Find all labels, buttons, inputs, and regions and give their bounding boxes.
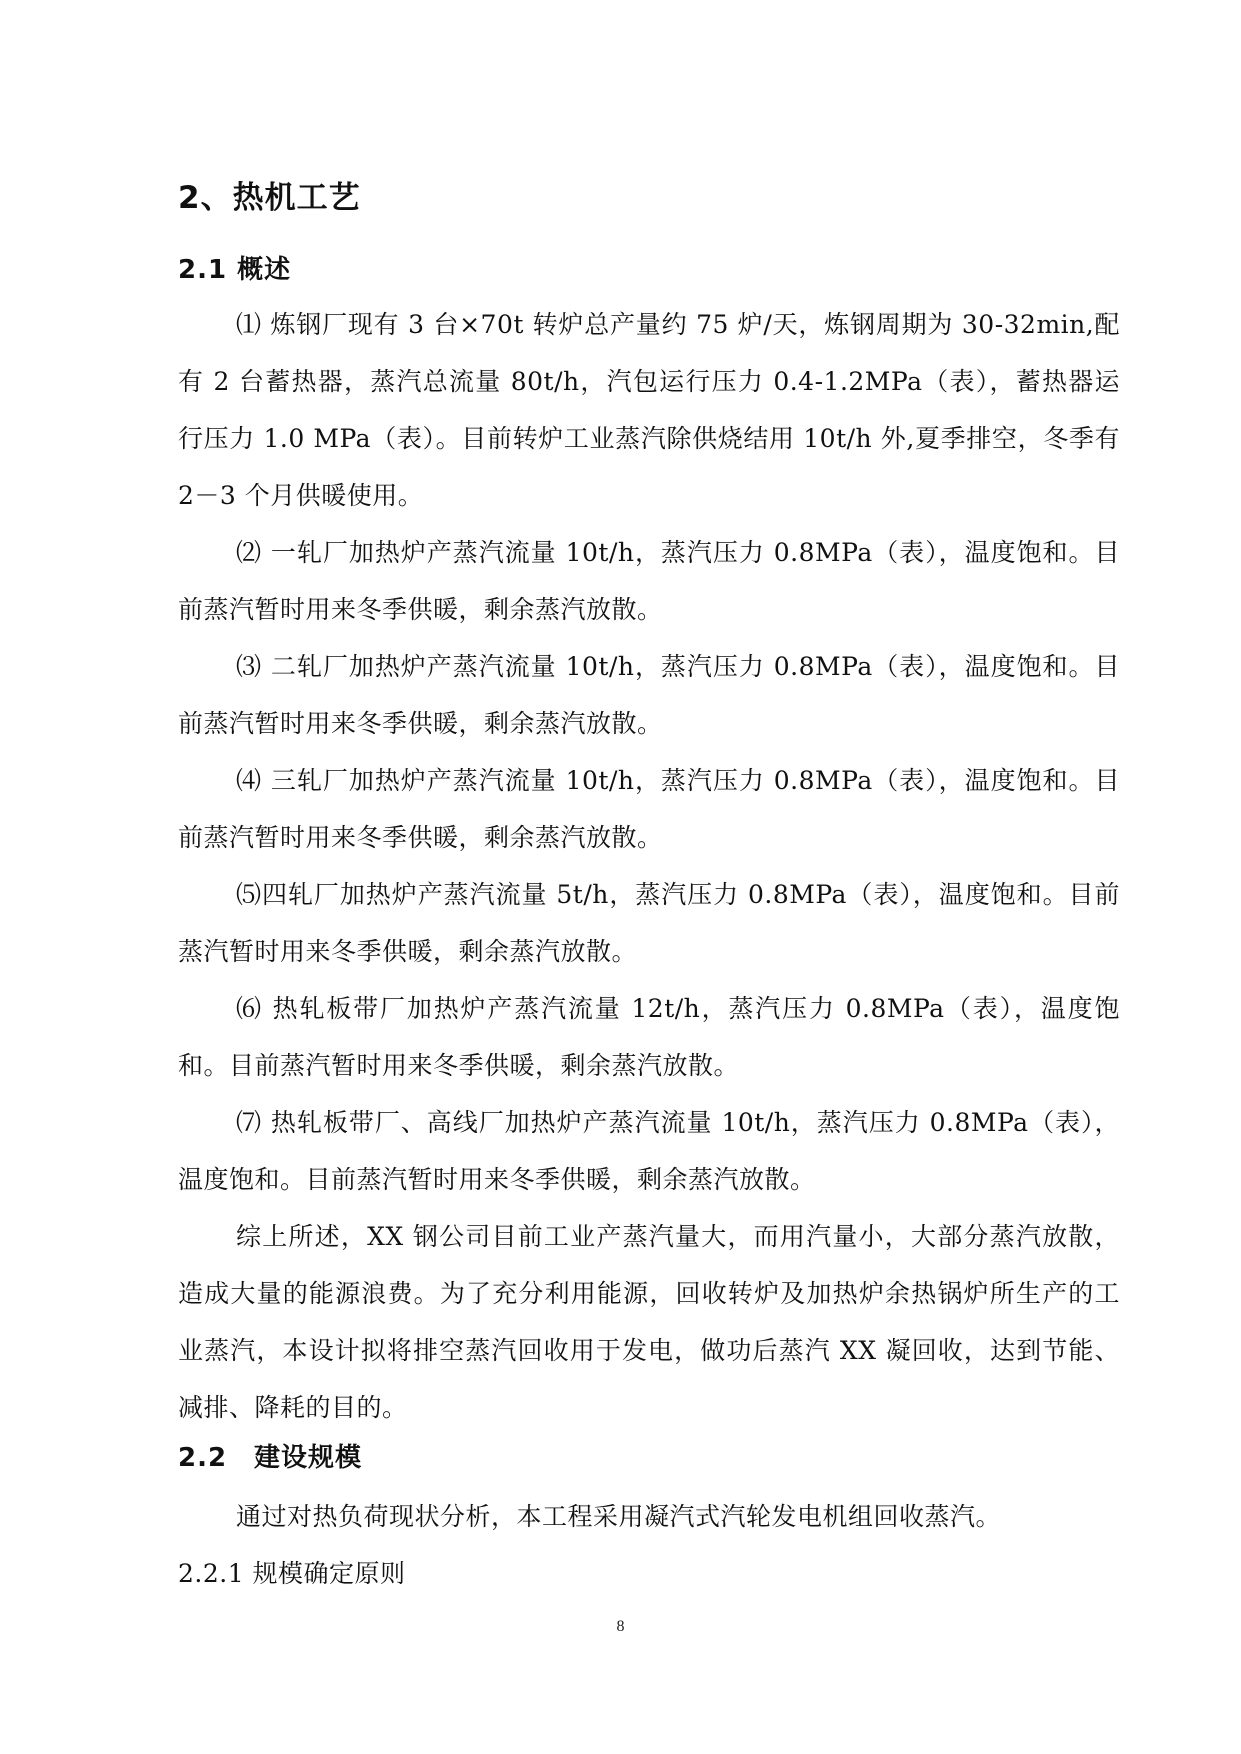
page-number: 8 [616,1618,625,1635]
paragraph-converter-steam: ⑴ 炼钢厂现有 3 台×70t 转炉总产量约 75 炉/天，炼钢周期为 30-32min,配有 2 台蓄热器，蒸汽总流量 80t/h，汽包运行压力 0.4-1.2MPa（表），蓄热器运行压力 1.0 MPa（表）。目前转炉工业蒸汽除供烧结用 10t/h 外,夏季排空，冬季有 2－3 个月供暖使用。 [178,310,1120,510]
paragraph-scale-intro: 通过对热负荷现状分析，本工程采用凝汽式汽轮发电机组回收蒸汽。 [236,1502,1002,1531]
paragraph-rolling-mill-4: ⑸四轧厂加热炉产蒸汽流量 5t/h，蒸汽压力 0.8MPa（表），温度饱和。目前蒸汽暂时用来冬季供暖，剩余蒸汽放散。 [178,880,1120,966]
paragraph-rolling-mill-2: ⑶ 二轧厂加热炉产蒸汽流量 10t/h，蒸汽压力 0.8MPa（表），温度饱和。目前蒸汽暂时用来冬季供暖，剩余蒸汽放散。 [178,652,1120,738]
subsection-title-overview: 2.1 概述 [178,255,292,285]
section-title: 2、热机工艺 [178,180,361,216]
paragraph-rolling-mill-3: ⑷ 三轧厂加热炉产蒸汽流量 10t/h，蒸汽压力 0.8MPa（表），温度饱和。目前蒸汽暂时用来冬季供暖，剩余蒸汽放散。 [178,766,1120,852]
page-content [178,176,1120,1602]
subsection-title-scale: 2.2 建设规模 [178,1443,363,1473]
paragraph-rolling-mill-1: ⑵ 一轧厂加热炉产蒸汽流量 10t/h，蒸汽压力 0.8MPa（表），温度饱和。目前蒸汽暂时用来冬季供暖，剩余蒸汽放散。 [178,538,1120,624]
paragraph-hot-strip-mill: ⑹ 热轧板带厂加热炉产蒸汽流量 12t/h，蒸汽压力 0.8MPa（表），温度饱和。目前蒸汽暂时用来冬季供暖，剩余蒸汽放散。 [178,994,1120,1080]
paragraph-summary: 综上所述，XX 钢公司目前工业产蒸汽量大，而用汽量小，大部分蒸汽放散，造成大量的能源浪费。为了充分利用能源，回收转炉及加热炉余热锅炉所生产的工业蒸汽，本设计拟将排空蒸汽回收用于发电，做功后蒸汽 XX 凝回收，达到节能、减排、降耗的目的。 [178,1222,1120,1422]
subheading-scale-principles: 2.2.1 规模确定原则 [178,1559,406,1588]
paragraph-hot-strip-wire-mill: ⑺ 热轧板带厂、高线厂加热炉产蒸汽流量 10t/h，蒸汽压力 0.8MPa（表），温度饱和。目前蒸汽暂时用来冬季供暖，剩余蒸汽放散。 [178,1108,1120,1194]
